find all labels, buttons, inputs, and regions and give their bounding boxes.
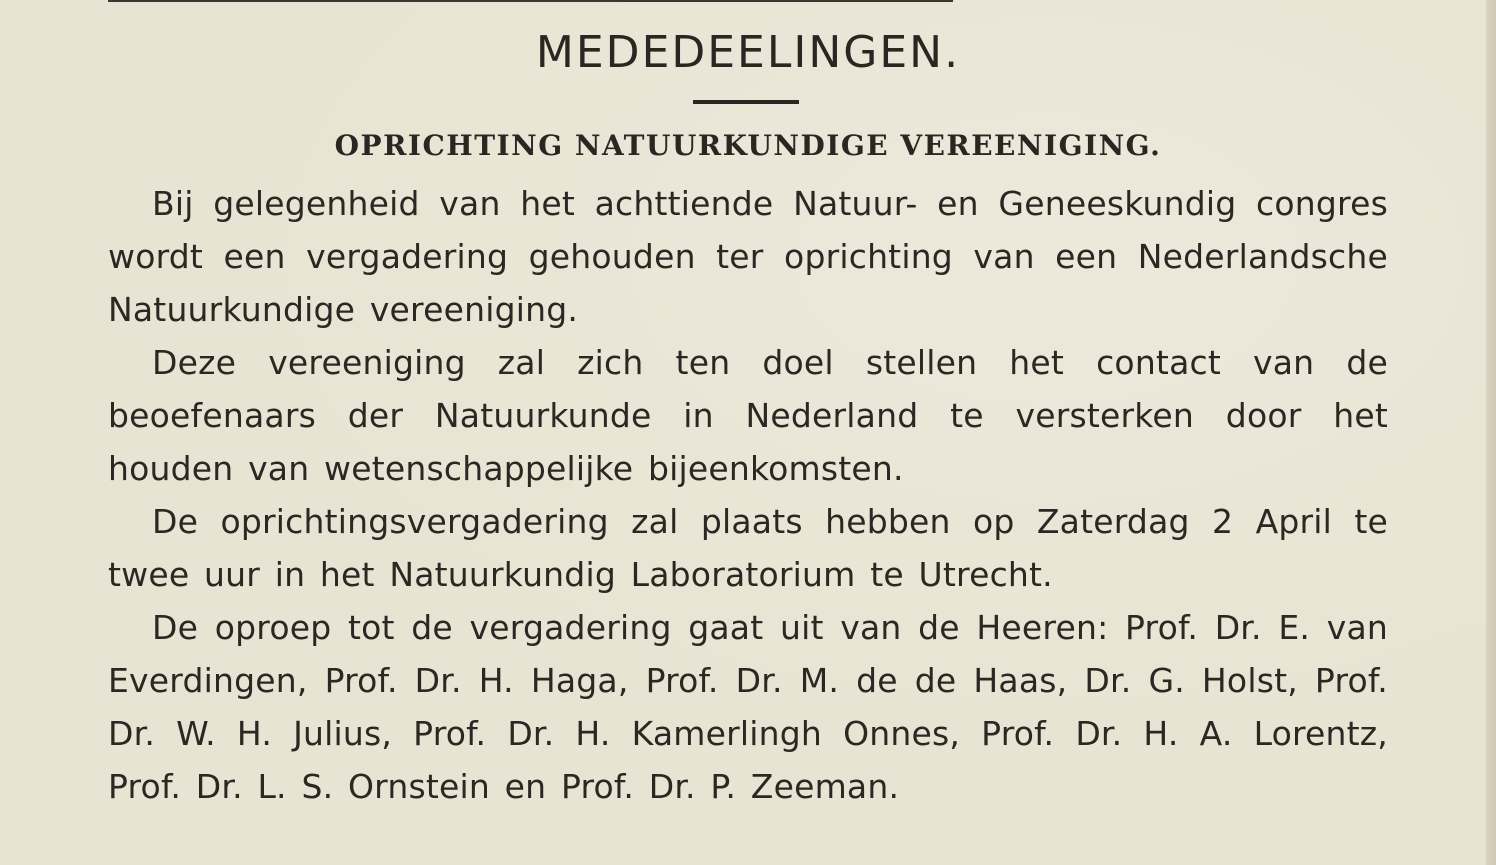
paragraph-4: De oproep tot de vergadering gaat uit van de Heeren: Prof. Dr. E. van Everdingen, Prof. Dr. H. Haga, Prof. Dr. M. de de Haas, Dr. G. Holst, Prof. Dr. W. H. Julius, Prof. Dr. H. Kamerlingh Onnes, Prof. Dr. H. A. Lorentz, Prof. Dr. L. S. Ornstein en Prof. Dr. P. Zeeman. xyxy=(108,608,1388,806)
article-body xyxy=(108,177,1388,813)
title-underline-rule xyxy=(693,100,799,104)
paragraph-2: Deze vereeniging zal zich ten doel stellen het contact van de beoefenaars der Natuurkunde in Nederland te versterken door het houden van wetenschappelijke bijeenkomsten. xyxy=(108,343,1388,488)
paragraph-3: De oprichtingsvergadering zal plaats hebben op Zaterdag 2 April te twee uur in het Natuurkundig Laboratorium te Utrecht. xyxy=(108,502,1388,594)
paragraph-1: Bij gelegenheid van het achttiende Natuur- en Geneeskundig congres wordt een vergadering gehouden ter oprichting van een Nederlandsche Natuurkundige vereeniging. xyxy=(108,184,1388,329)
article-heading: OPRICHTING NATUURKUNDIGE VEREENIGING. xyxy=(334,129,1162,162)
section-title: MEDEDEELINGEN. xyxy=(535,27,961,78)
top-rule xyxy=(108,0,953,2)
